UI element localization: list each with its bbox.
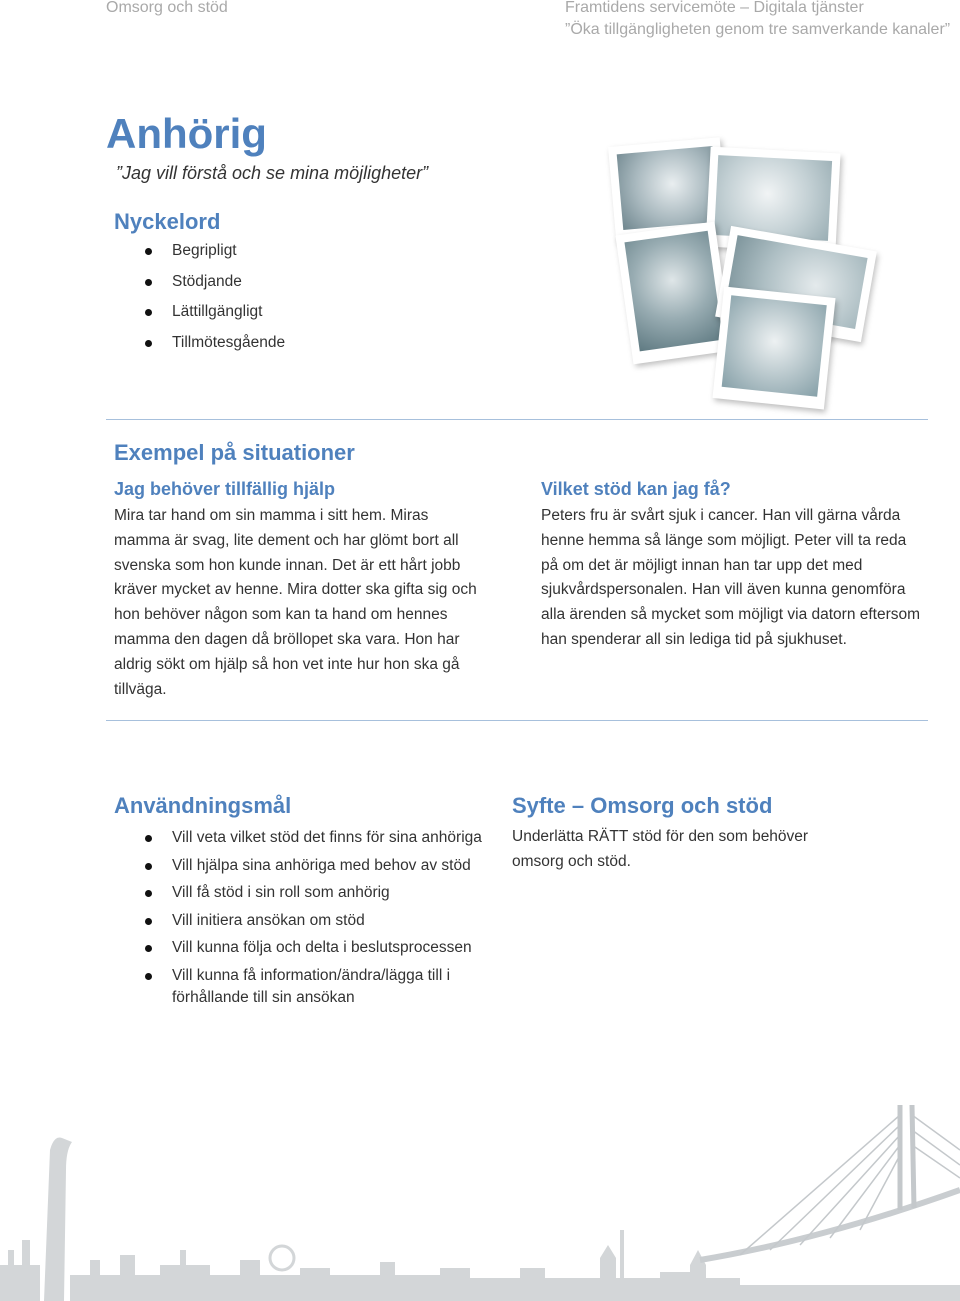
persona-quote: ”Jag vill förstå och se mina möjligheter” xyxy=(116,163,429,183)
portrait-photo xyxy=(712,286,835,409)
keyword-item: Stödjande xyxy=(114,272,414,303)
purpose-heading: Syfte – Omsorg och stöd xyxy=(512,793,773,818)
section-separator xyxy=(106,419,928,420)
goal-item: Vill hjälpa sina anhöriga med behov av stöd xyxy=(114,855,494,877)
persona-photo-collage xyxy=(600,130,890,415)
keywords-list xyxy=(114,241,414,363)
situation-left-heading: Jag behöver tillfällig hjälp xyxy=(114,479,336,499)
goal-item: Vill initiera ansökan om stöd xyxy=(114,910,494,932)
goal-item: Vill kunna följa och delta i beslutsprocessen xyxy=(114,937,494,959)
situation-left-text: Mira tar hand om sin mamma i sitt hem. Miras mamma är svag, lite dement och har glömt bort all svenska som hon kunde innan. Det är ett hårt jobb kräver mycket av henne. Mira dotter ska gifta sig och hon behöver någon som kan ta hand om hennes mamma den dagen då bröllopet ska vara. Hon har aldrig sökt om hjälp så hon vet inte hur hon ska gå tillväga. xyxy=(114,507,477,698)
header-document-subtitle: ”Öka tillgängligheten genom tre samverkande kanaler” xyxy=(565,21,951,38)
goal-item: Vill få stöd i sin roll som anhörig xyxy=(114,882,494,904)
section-separator xyxy=(106,720,928,721)
keyword-item: Begripligt xyxy=(114,241,414,272)
keywords-heading: Nyckelord xyxy=(114,209,221,234)
goal-item: Vill kunna få information/ändra/lägga till i förhållande till sin ansökan xyxy=(114,965,494,1009)
situation-right-text: Peters fru är svårt sjuk i cancer. Han vill gärna vårda henne hemma så länge som möjligt. Peter vill ta reda på om det är möjligt innan han tar upp det med sjukvårdspersonalen. Han vill även kunna genomföra alla ärenden så mycket som möjligt via datorn eftersom han spenderar all sin lediga tid på sjukhuset. xyxy=(541,507,921,648)
keyword-item: Lättillgängligt xyxy=(114,302,414,333)
persona-title: Anhörig xyxy=(106,110,267,157)
header-document-title: Framtidens servicemöte – Digitala tjänster xyxy=(565,0,864,16)
purpose-text: Underlätta RÄTT stöd för den som behöver omsorg och stöd. xyxy=(512,828,809,870)
goal-item: Vill veta vilket stöd det finns för sina anhöriga xyxy=(114,827,494,849)
goals-list xyxy=(114,827,494,1014)
keyword-item: Tillmötesgående xyxy=(114,333,414,364)
city-skyline-illustration xyxy=(0,1090,960,1301)
goals-heading: Användningsmål xyxy=(114,793,292,818)
portrait-photo xyxy=(615,222,732,365)
header-section-label: Omsorg och stöd xyxy=(106,0,228,16)
situation-right-heading: Vilket stöd kan jag få? xyxy=(541,479,731,499)
situations-heading: Exempel på situationer xyxy=(114,440,355,465)
